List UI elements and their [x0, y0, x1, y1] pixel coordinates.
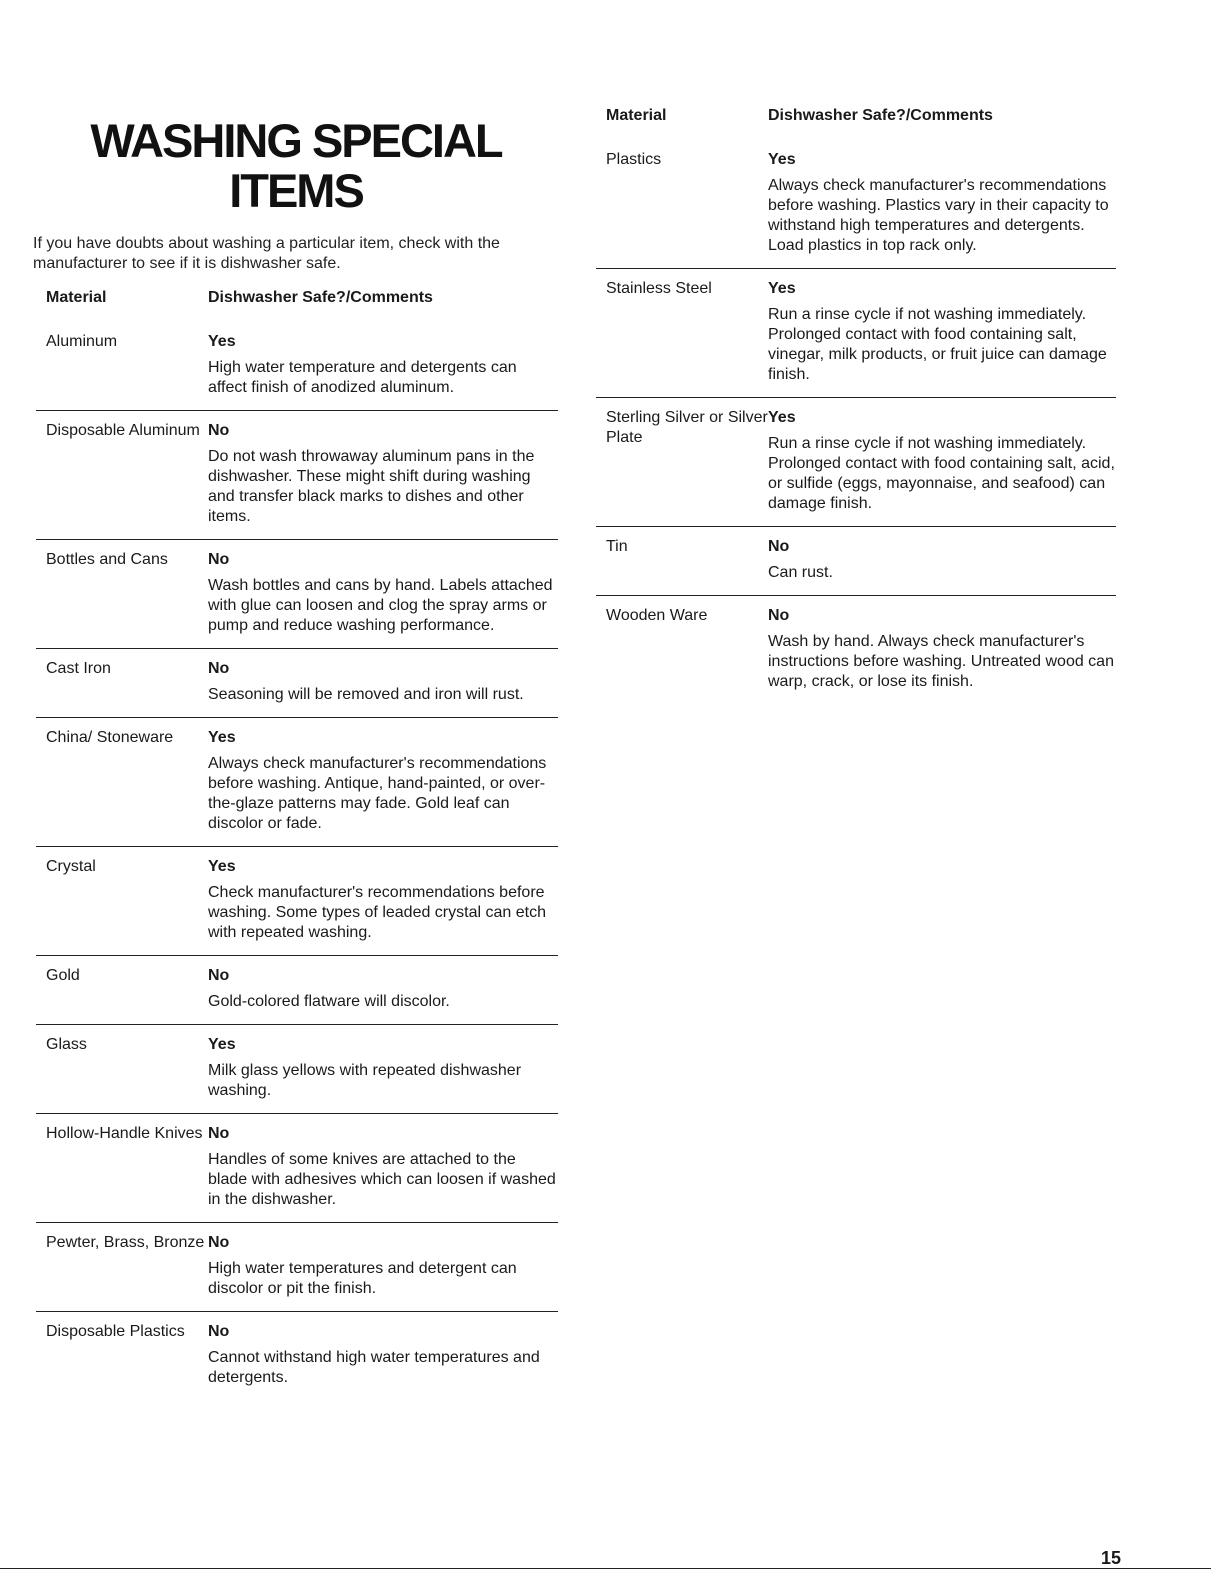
row-comment: Run a rinse cycle if not washing immediately. Prolonged contact with food containing salt, acid, or sulfide (eggs, mayonnaise, and seafood) can damage finish.	[768, 435, 1115, 512]
row-info	[208, 1035, 558, 1101]
table-row	[36, 1025, 558, 1114]
table-row	[596, 140, 1116, 269]
table-row	[36, 1223, 558, 1312]
title-line-1: WASHING SPECIAL	[90, 114, 502, 167]
intro-text: If you have doubts about washing a particular item, check with the manufacturer to see if it is dishwasher safe.	[33, 235, 500, 272]
row-comment: Always check manufacturer's recommendations before washing. Antique, hand-painted, or over-the-glaze patterns may fade. Gold leaf can discolor or fade.	[208, 755, 547, 832]
row-verdict: No	[208, 1125, 230, 1142]
row-comment: Handles of some knives are attached to the blade with adhesives which can loosen if washed in the dishwasher.	[208, 1151, 556, 1208]
row-material: Sterling Silver or Silver Plate	[606, 409, 768, 446]
row-comment: Wash bottles and cans by hand. Labels attached with glue can loosen and clog the spray arms or pump and reduce washing performance.	[208, 577, 553, 634]
table-row	[596, 398, 1116, 527]
row-info	[208, 857, 558, 943]
row-info	[768, 537, 1116, 583]
header-material: Material	[606, 107, 667, 124]
row-material: Tin	[606, 538, 628, 555]
row-info	[768, 606, 1116, 692]
table-row	[36, 322, 558, 411]
row-material: Bottles and Cans	[46, 551, 168, 568]
table-row	[36, 649, 558, 718]
row-info	[768, 279, 1116, 385]
row-material: Wooden Ware	[606, 607, 708, 624]
table-row	[36, 847, 558, 956]
row-info	[208, 659, 558, 705]
row-comment: Can rust.	[768, 564, 833, 581]
row-info	[208, 332, 558, 398]
row-info	[768, 150, 1116, 256]
table-row	[36, 1114, 558, 1223]
title-line-2: ITEMS	[229, 164, 363, 217]
header-comments: Dishwasher Safe?/Comments	[208, 289, 433, 306]
row-verdict: No	[208, 1234, 230, 1251]
row-verdict: No	[208, 551, 230, 568]
row-comment: High water temperature and detergents can affect finish of anodized aluminum.	[208, 359, 517, 396]
row-verdict: No	[208, 660, 230, 677]
table-row	[36, 956, 558, 1025]
table-row	[596, 527, 1116, 596]
row-verdict: No	[768, 607, 790, 624]
row-info	[208, 1233, 558, 1299]
row-verdict: Yes	[208, 858, 236, 875]
right-rows	[596, 140, 1116, 704]
row-material: Plastics	[606, 151, 662, 168]
table-row	[36, 1312, 558, 1400]
row-comment: Gold-colored flatware will discolor.	[208, 993, 450, 1010]
row-material: Disposable Plastics	[46, 1323, 185, 1340]
row-comment: Always check manufacturer's recommendations before washing. Plastics vary in their capacity to withstand high temperatures and detergents. Load plastics in top rack only.	[768, 177, 1109, 254]
left-rows	[36, 322, 558, 1400]
row-comment: Wash by hand. Always check manufacturer's instructions before washing. Untreated wood can warp, crack, or lose its finish.	[768, 633, 1114, 690]
row-info	[208, 1124, 558, 1210]
row-info	[208, 1322, 558, 1388]
page-title	[36, 116, 556, 216]
row-material: Gold	[46, 967, 80, 984]
row-comment: Check manufacturer's recommendations before washing. Some types of leaded crystal can etch with repeated washing.	[208, 884, 546, 941]
bottom-divider	[0, 1568, 1211, 1569]
row-verdict: Yes	[768, 151, 796, 168]
table-row	[36, 540, 558, 649]
header-comments: Dishwasher Safe?/Comments	[768, 107, 993, 124]
row-verdict: Yes	[768, 409, 796, 426]
row-material: Pewter, Brass, Bronze	[46, 1234, 205, 1251]
row-info	[208, 728, 558, 834]
row-material: Cast Iron	[46, 660, 111, 677]
row-verdict: No	[208, 422, 230, 439]
row-verdict: Yes	[768, 280, 796, 297]
row-info	[208, 550, 558, 636]
row-comment: Do not wash throwaway aluminum pans in the dishwasher. These might shift during washing and transfer black marks to dishes and other items.	[208, 448, 535, 525]
row-verdict: Yes	[208, 729, 236, 746]
table-header	[596, 106, 1116, 140]
row-material: Disposable Aluminum	[46, 422, 200, 439]
row-material: Hollow-Handle Knives	[46, 1125, 203, 1142]
row-comment: High water temperatures and detergent can discolor or pit the finish.	[208, 1260, 517, 1297]
row-material: Stainless Steel	[606, 280, 712, 297]
row-info	[208, 966, 558, 1012]
row-material: Aluminum	[46, 333, 118, 350]
row-material: China/ Stoneware	[46, 729, 174, 746]
table-row	[36, 718, 558, 847]
row-verdict: No	[768, 538, 790, 555]
row-info	[768, 408, 1116, 514]
row-verdict: Yes	[208, 333, 236, 350]
row-comment: Cannot withstand high water temperatures and detergents.	[208, 1349, 540, 1386]
row-material: Glass	[46, 1036, 87, 1053]
table-row	[36, 411, 558, 540]
row-verdict: No	[208, 967, 230, 984]
row-comment: Milk glass yellows with repeated dishwasher washing.	[208, 1062, 522, 1099]
right-table	[596, 106, 1116, 704]
header-material: Material	[46, 289, 107, 306]
row-info	[208, 421, 558, 527]
table-header	[36, 288, 558, 322]
page-number: 15	[1100, 1548, 1121, 1568]
row-verdict: Yes	[208, 1036, 236, 1053]
table-row	[596, 596, 1116, 704]
left-table	[36, 288, 558, 1400]
row-comment: Seasoning will be removed and iron will rust.	[208, 686, 524, 703]
row-material: Crystal	[46, 858, 96, 875]
row-verdict: No	[208, 1323, 230, 1340]
row-comment: Run a rinse cycle if not washing immediately. Prolonged contact with food containing salt, vinegar, milk products, or fruit juice can damage finish.	[768, 306, 1107, 383]
table-row	[596, 269, 1116, 398]
